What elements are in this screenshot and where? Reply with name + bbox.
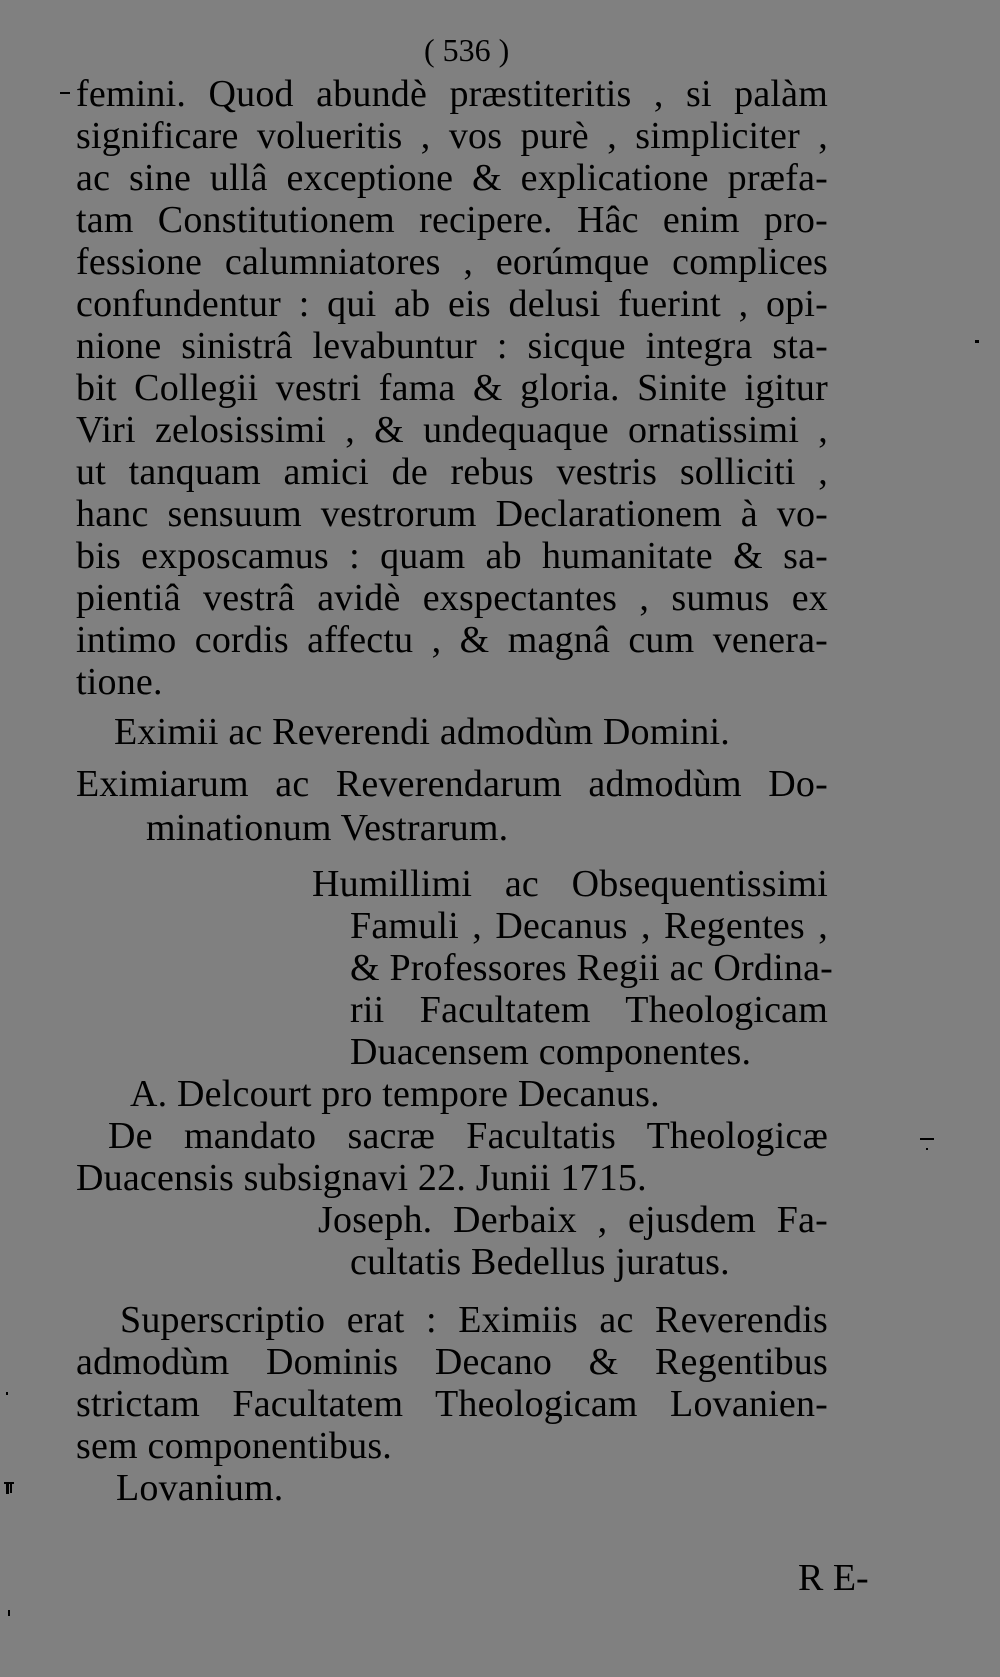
scan-speck [920, 1138, 934, 1140]
text-line: fessione calumniatores , eorúmque complices [76, 241, 828, 283]
scan-speck [6, 1392, 8, 1395]
mandate-line: De mandato sacræ Facultatis Theologicæ [108, 1115, 828, 1157]
text-line: significare volueritis , vos purè , simpliciter , [76, 115, 828, 157]
salutation-line: Eximii ac Reverendi admodùm Domini. [114, 711, 730, 753]
salutation-line: minationum Vestrarum. [146, 807, 509, 849]
catchword: R E- [798, 1557, 869, 1599]
scan-speck [4, 1482, 14, 1484]
scan-speck [975, 340, 979, 343]
text-line: intimo cordis affectu , & magnâ cum venera- [76, 619, 828, 661]
superscription-line: Superscriptio erat : Eximiis ac Reverendis [120, 1299, 828, 1341]
signature-line: Famuli , Decanus , Regentes , [350, 905, 828, 947]
scan-speck [8, 1610, 10, 1616]
text-line: pientiâ vestrâ avidè exspectantes , sumus ex [76, 577, 828, 619]
scan-speck [10, 1484, 12, 1493]
page-number: ( 536 ) [424, 32, 510, 68]
text-line: hanc sensuum vestrorum Declarationem à vo- [76, 493, 828, 535]
dean-signature: A. Delcourt pro tempore Decanus. [130, 1073, 660, 1115]
superscription-line: admodùm Dominis Decano & Regentibus [76, 1341, 828, 1383]
scan-speck [60, 92, 70, 94]
text-line: tione. [76, 661, 163, 703]
text-line: bis exposcamus : quam ab humanitate & sa- [76, 535, 828, 577]
superscription-line: sem componentibus. [76, 1425, 393, 1467]
salutation-line: Eximiarum ac Reverendarum admodùm Do- [76, 763, 828, 805]
text-line: confundentur : qui ab eis delusi fuerint , opi- [76, 283, 828, 325]
text-line: femini. Quod abundè præstiteritis , si palàm [76, 73, 828, 115]
scan-speck [926, 1148, 928, 1150]
signature-line: Duacensem componentes. [350, 1031, 752, 1073]
superscription-line: strictam Facultatem Theologicam Lovanien- [76, 1383, 828, 1425]
mandate-line: Duacensis subsignavi 22. Junii 1715. [76, 1157, 647, 1199]
text-line: nione sinistrâ levabuntur : sicque integra sta- [76, 325, 828, 367]
text-line: ut tanquam amici de rebus vestris solliciti , [76, 451, 828, 493]
signature-line: Humillimi ac Obsequentissimi [312, 863, 828, 905]
signature-line: & Professores Regii ac Ordina- [350, 947, 833, 989]
signature-line: rii Facultatem Theologicam [350, 989, 828, 1031]
beadle-signature: cultatis Bedellus juratus. [350, 1241, 730, 1283]
text-line: bit Collegii vestri fama & gloria. Sinite igitur [76, 367, 828, 409]
beadle-signature: Joseph. Derbaix , ejusdem Fa- [318, 1199, 828, 1241]
text-line: ac sine ullâ exceptione & explicatione præfa- [76, 157, 828, 199]
text-line: tam Constitutionem recipere. Hâc enim pro- [76, 199, 828, 241]
text-line: Viri zelosissimi , & undequaque ornatissimi , [76, 409, 828, 451]
superscription-place: Lovanium. [116, 1467, 284, 1509]
